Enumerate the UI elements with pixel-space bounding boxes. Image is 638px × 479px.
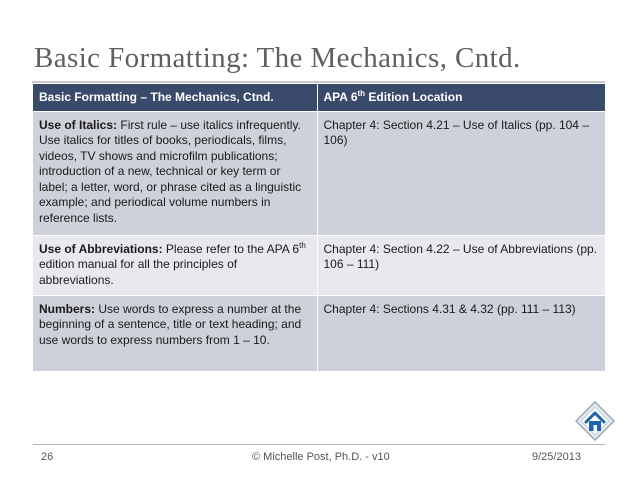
- row-abbreviations-description: [33, 235, 317, 295]
- desc-abbreviations-superscript: th: [299, 240, 306, 250]
- header-superscript: th: [357, 89, 366, 98]
- title-divider: [32, 81, 605, 83]
- row-italics-description: [33, 111, 317, 235]
- term-numbers: Numbers:: [39, 301, 96, 316]
- home-icon-graphic: [575, 401, 615, 441]
- formatting-table: [33, 84, 605, 371]
- desc-abbreviations-pre: Please refer to the APA 6: [162, 241, 300, 256]
- term-abbreviations: Use of Abbreviations:: [39, 241, 163, 256]
- row-abbreviations-location: Chapter 4: Section 4.22 – Use of Abbreviations (pp. 106 – 111): [317, 235, 605, 295]
- row-numbers-location: Chapter 4: Sections 4.31 & 4.32 (pp. 111 – 113): [317, 295, 605, 371]
- footer-date: 9/25/2013: [532, 451, 581, 463]
- term-italics: Use of Italics:: [39, 117, 118, 132]
- row-italics-location: Chapter 4: Section 4.21 – Use of Italics (pp. 104 – 106): [317, 111, 605, 235]
- table-header-row: [33, 84, 605, 111]
- home-icon[interactable]: [575, 401, 615, 441]
- desc-numbers: Use words to express a number at the beginning of a sentence, title or text heading; and use words to express numbers from 1 – 10.: [39, 301, 302, 347]
- desc-abbreviations-post: edition manual for all the principles of abbreviations.: [39, 257, 238, 287]
- row-numbers-description: [33, 295, 317, 371]
- footer-author: © Michelle Post, Ph.D. - v10: [252, 451, 390, 463]
- table-row: [33, 111, 605, 235]
- table-row: [33, 295, 605, 371]
- header-apa-text: APA 6: [323, 90, 358, 104]
- table-row: [33, 235, 605, 295]
- page-number: 26: [41, 451, 54, 463]
- header-topic: Basic Formatting – The Mechanics, Ctnd.: [33, 84, 317, 111]
- footer-divider: [33, 444, 605, 445]
- slide-title: Basic Formatting: The Mechanics, Cntd.: [34, 42, 521, 74]
- desc-italics: First rule – use italics infrequently. Use italics for titles of books, periodicals, films, videos, TV shows and microfilm publications; introduction of a new, technical or key term or label; a letter, word, or phrase cited as a linguistic example; and periodical volume numbers in reference lists.: [39, 117, 302, 225]
- header-edition-text: Edition Location: [365, 90, 463, 104]
- header-apa-location: [317, 84, 605, 111]
